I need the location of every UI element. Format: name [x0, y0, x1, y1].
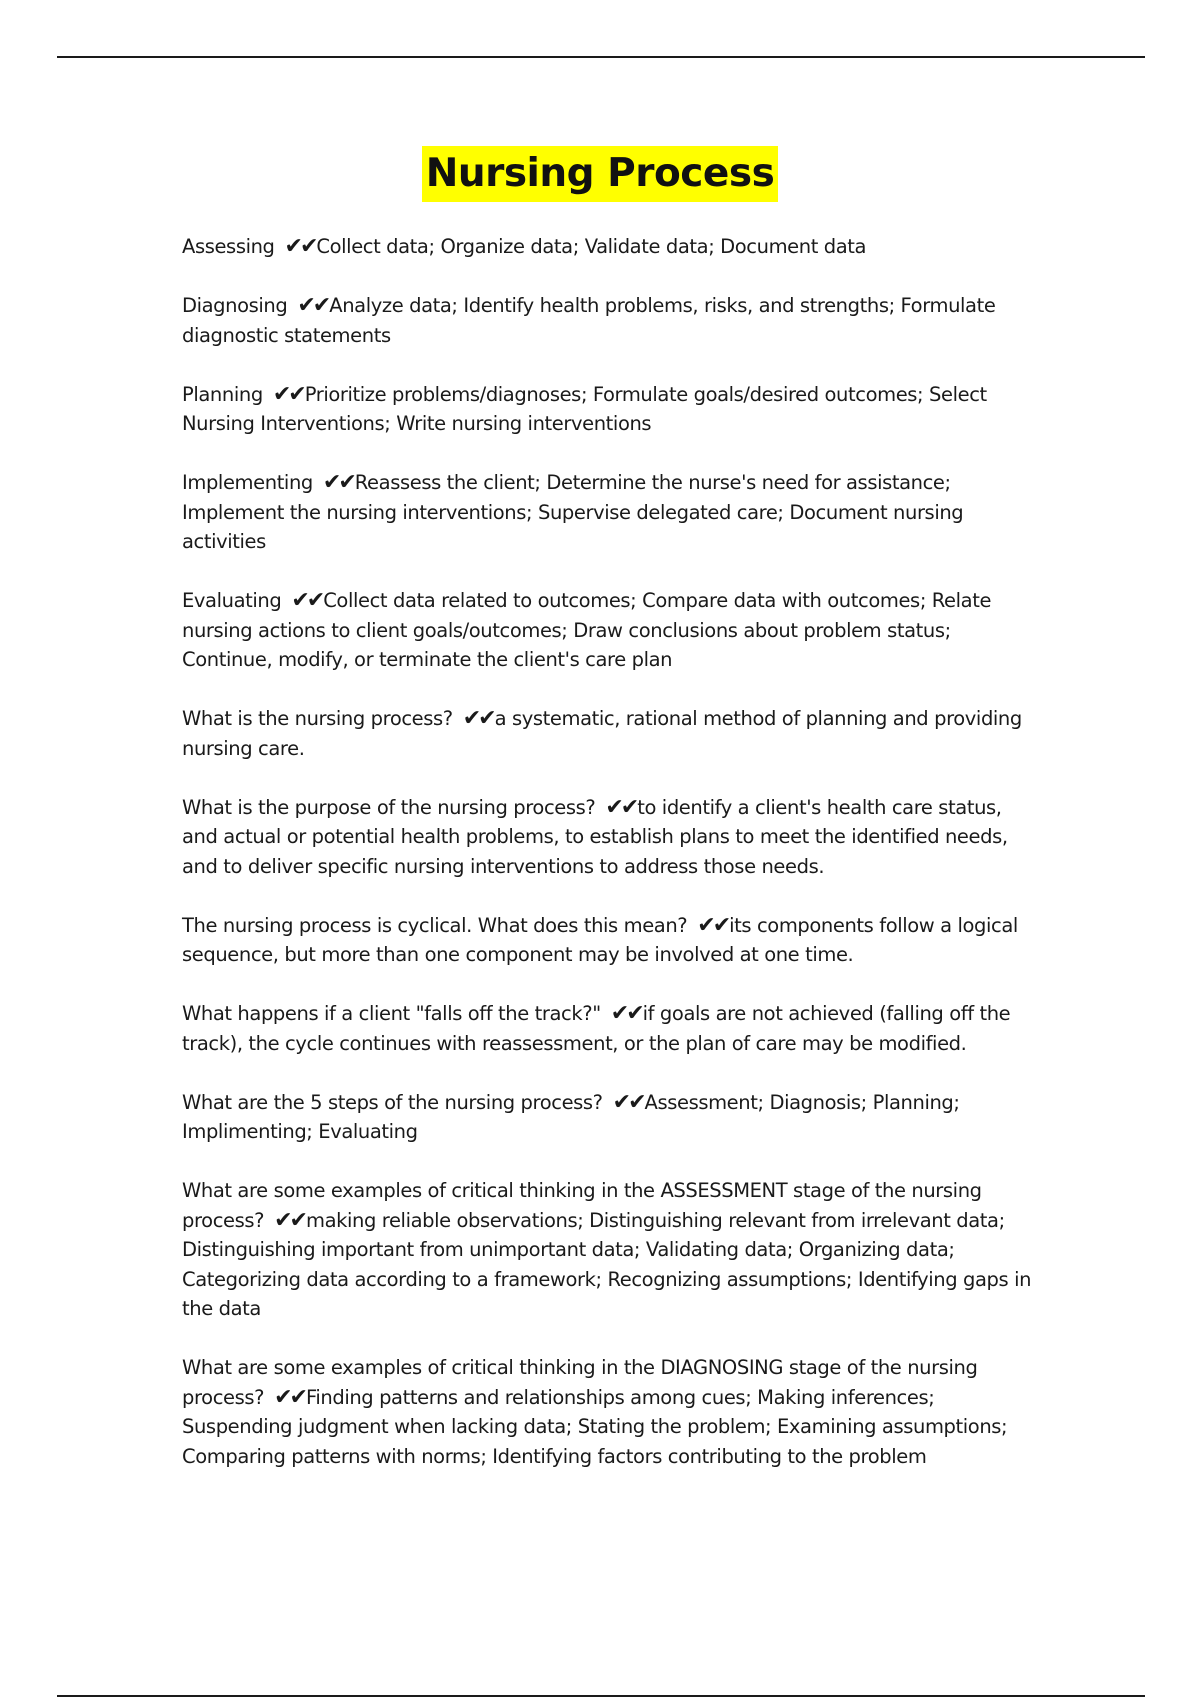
flashcard-entry — [182, 999, 1032, 1058]
entry-term: What happens if a client "falls off the track?" — [182, 1002, 601, 1025]
flashcard-entry — [182, 793, 1032, 882]
double-check-icon: ✔✔ — [291, 588, 323, 613]
flashcard-entry — [182, 911, 1032, 970]
flashcard-list — [182, 232, 1032, 1501]
entry-term: Planning — [182, 382, 263, 406]
page-title: Nursing Process — [422, 146, 779, 202]
flashcard-entry — [182, 232, 1032, 262]
flashcard-entry — [182, 586, 1032, 675]
flashcard-entry — [182, 1353, 1032, 1471]
double-check-icon: ✔✔ — [322, 470, 354, 495]
entry-term: The nursing process is cyclical. What does this mean? — [182, 913, 688, 937]
entry-term: What are some examples of critical thinking in the DIAGNOSING stage of the nursing process? — [182, 1356, 978, 1409]
double-check-icon: ✔✔ — [274, 1207, 305, 1233]
entry-answer: Collect data related to outcomes; Compare data with outcomes; Relate nursing actions to client goals/outcomes; Draw conclusions about problem status; Continue, modify, or terminate the client's care plan — [182, 589, 992, 671]
double-check-icon: ✔✔ — [462, 706, 494, 731]
entry-term: What are some examples of critical thinking in the ASSESSMENT stage of the nursing process? — [182, 1179, 982, 1232]
entry-answer: a systematic, rational method of planning and providing nursing care. — [182, 707, 1022, 760]
double-check-icon: ✔✔ — [605, 794, 637, 820]
double-check-icon: ✔✔ — [272, 381, 304, 407]
double-check-icon: ✔✔ — [274, 1384, 305, 1410]
flashcard-entry — [182, 1088, 1032, 1147]
entry-term: What are the 5 steps of the nursing process? — [182, 1090, 603, 1114]
flashcard-entry — [182, 291, 1032, 350]
entry-answer: Collect data; Organize data; Validate data; Document data — [316, 235, 867, 258]
flashcard-entry — [182, 704, 1032, 763]
flashcard-entry — [182, 1176, 1032, 1324]
entry-term: Evaluating — [182, 589, 282, 612]
entry-answer: Assessment; Diagnosis; Planning; Implimenting; Evaluating — [182, 1090, 960, 1143]
top-divider — [57, 56, 1145, 58]
entry-answer: if goals are not achieved (falling off the track), the cycle continues with reassessment, or the plan of care may be modified. — [182, 1002, 1011, 1055]
flashcard-entry — [182, 380, 1032, 439]
title-container — [0, 146, 1200, 202]
entry-answer: making reliable observations; Distinguishing relevant from irrelevant data; Distinguishing important from unimportant data; Validating data; Organizing data; Categorizing data according to a framework; Recognizing assumptions; Identifying gaps in the data — [182, 1208, 1032, 1320]
entry-term: What is the purpose of the nursing process? — [182, 795, 596, 819]
entry-answer: to identify a client's health care status, and actual or potential health problems, to establish plans to meet the identified needs, and to deliver specific nursing interventions to address those needs. — [182, 795, 1008, 878]
entry-answer: Reassess the client; Determine the nurse's need for assistance; Implement the nursing interventions; Supervise delegated care; Document nursing activities — [182, 471, 964, 553]
entry-answer: Prioritize problems/diagnoses; Formulate goals/desired outcomes; Select Nursing Interventions; Write nursing interventions — [182, 382, 987, 435]
entry-answer: Analyze data; Identify health problems, risks, and strengths; Formulate diagnostic statements — [182, 294, 996, 347]
entry-answer: its components follow a logical sequence, but more than one component may be involved at one time. — [182, 913, 1018, 966]
entry-answer: Finding patterns and relationships among cues; Making inferences; Suspending judgment when lacking data; Stating the problem; Examining assumptions; Comparing patterns with norms; Identifying factors contributing to the problem — [182, 1385, 1008, 1468]
double-check-icon: ✔✔ — [610, 1001, 642, 1026]
flashcard-entry — [182, 468, 1032, 557]
entry-term: Diagnosing — [182, 294, 288, 317]
double-check-icon: ✔✔ — [697, 912, 729, 938]
entry-term: Assessing — [182, 235, 275, 258]
double-check-icon: ✔✔ — [297, 293, 329, 318]
double-check-icon: ✔✔ — [612, 1089, 644, 1115]
entry-term: What is the nursing process? — [182, 707, 453, 730]
entry-term: Implementing — [182, 471, 313, 494]
double-check-icon: ✔✔ — [284, 234, 316, 259]
bottom-divider — [57, 1695, 1145, 1697]
